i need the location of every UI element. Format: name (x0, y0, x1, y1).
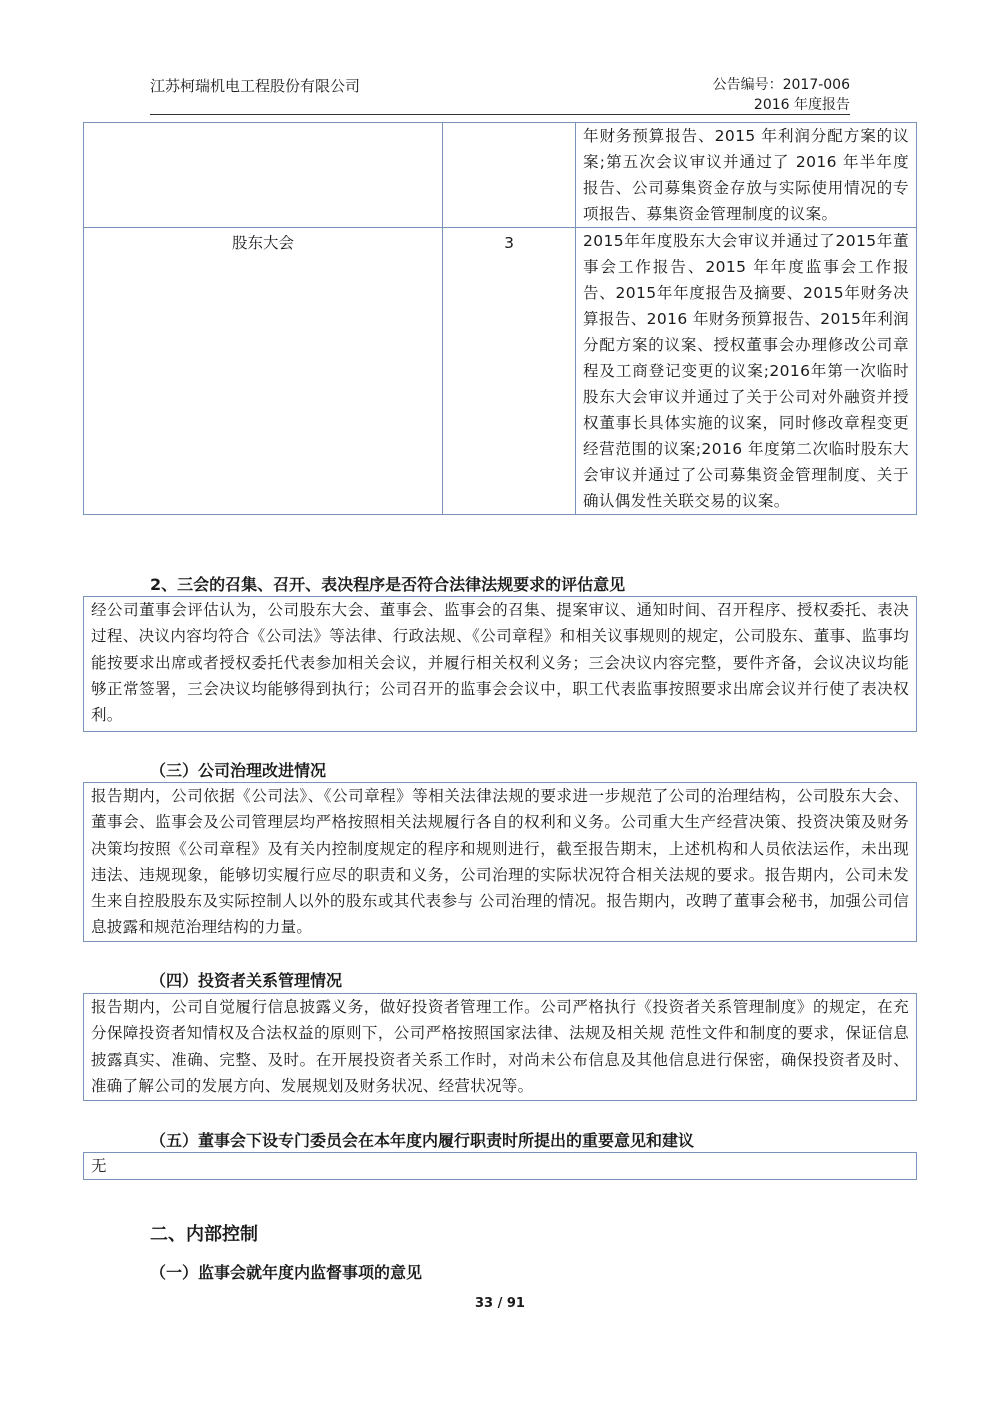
meeting-content-cell: 2015年年度股东大会审议并通过了2015年董事会工作报告、2015 年年度监事会工作报告、2015年年度报告及摘要、2015年财务决算报告、2016 年财务预算报告、2015年利润分配方案的议案、授权董事会办理修改公司章程及工商登记变更的议案;2016年第一次临时股东大会审议并通过了关于公司对外融资并授权董事长具体实施的议案，同时修改章程变更经营范围的议案;2016 年度第二次临时股东大会审议并通过了公司募集资金管理制度、关于确认偶发性关联交易的议案。 (576, 228, 917, 515)
section-2-heading: 2、三会的召集、召开、表决程序是否符合法律法规要求的评估意见 (150, 575, 626, 594)
announcement-number: 公告编号：2017-006 (712, 77, 850, 93)
report-name: 2016 年度报告 (753, 97, 850, 113)
header-divider (150, 114, 850, 115)
table-row (84, 228, 917, 515)
section-3-heading: （三）公司治理改进情况 (150, 761, 327, 780)
meeting-count-cell: 3 (443, 228, 576, 515)
meeting-count-cell (443, 123, 576, 228)
table-row (84, 123, 917, 228)
meeting-type-cell (84, 123, 443, 228)
page-number: 33 / 91 (475, 1296, 525, 1311)
header-company: 江苏柯瑞机电工程股份有限公司 (150, 77, 361, 95)
meeting-type-cell: 股东大会 (84, 228, 443, 515)
section-3-text: 报告期内，公司依据《公司法》、《公司章程》等相关法律法规的要求进一步规范了公司的治理结构，公司股东大会、董事会、监事会及公司管理层均严格按照相关法规履行各自的权利和义务。公司重大生产经营决策、投资决策及财务决策均按照《公司章程》及有关内控制度规定的程序和规则进行，截至报告期末，上述机构和人员依法运作，未出现违法、违规现象，能够切实履行应尽的职责和义务，公司治理的实际状况符合相关法规的要求。报告期内，公司未发生来自控股股东及实际控制人以外的股东或其代表参与 公司治理的情况。报告期内，改聘了董事会秘书，加强公司信息披露和规范治理结构的力量。 (83, 782, 917, 942)
header-meta (713, 75, 850, 115)
meeting-content-cell: 年财务预算报告、2015 年利润分配方案的议案;第五次会议审议并通过了 2016 年半年度报告、公司募集资金存放与实际使用情况的专项报告、募集资金管理制度的议案。 (576, 123, 917, 228)
section-4-text: 报告期内，公司自觉履行信息披露义务，做好投资者管理工作。公司严格执行《投资者关系管理制度》的规定，在充分保障投资者知情权及合法权益的原则下，公司严格按照国家法律、法规及相关规 范性文件和制度的要求，保证信息披露真实、准确、完整、及时。在开展投资者关系工作时，对尚未公布信息及其他信息进行保密，确保投资者及时、准确了解公司的发展方向、发展规划及财务状况、经营状况等。 (83, 993, 917, 1101)
part-2-subheading: （一）监事会就年度内监督事项的意见 (150, 1263, 423, 1282)
section-5-text: 无 (83, 1152, 917, 1180)
section-5-heading: （五）董事会下设专门委员会在本年度内履行职责时所提出的重要意见和建议 (150, 1131, 695, 1150)
section-2-text: 经公司董事会评估认为，公司股东大会、董事会、监事会的召集、提案审议、通知时间、召开程序、授权委托、表决过程、决议内容均符合《公司法》等法律、行政法规、《公司章程》和相关议事规则的规定，公司股东、董事、监事均能按要求出席或者授权委托代表参加相关会议，并履行相关权利义务；三会决议内容完整，要件齐备，会议决议均能够正常签署，三会决议均能够得到执行；公司召开的监事会会议中，职工代表监事按照要求出席会议并行使了表决权利。 (83, 596, 917, 732)
meetings-table (83, 122, 917, 515)
part-2-heading: 二、内部控制 (150, 1224, 258, 1245)
section-4-heading: （四）投资者关系管理情况 (150, 971, 343, 990)
